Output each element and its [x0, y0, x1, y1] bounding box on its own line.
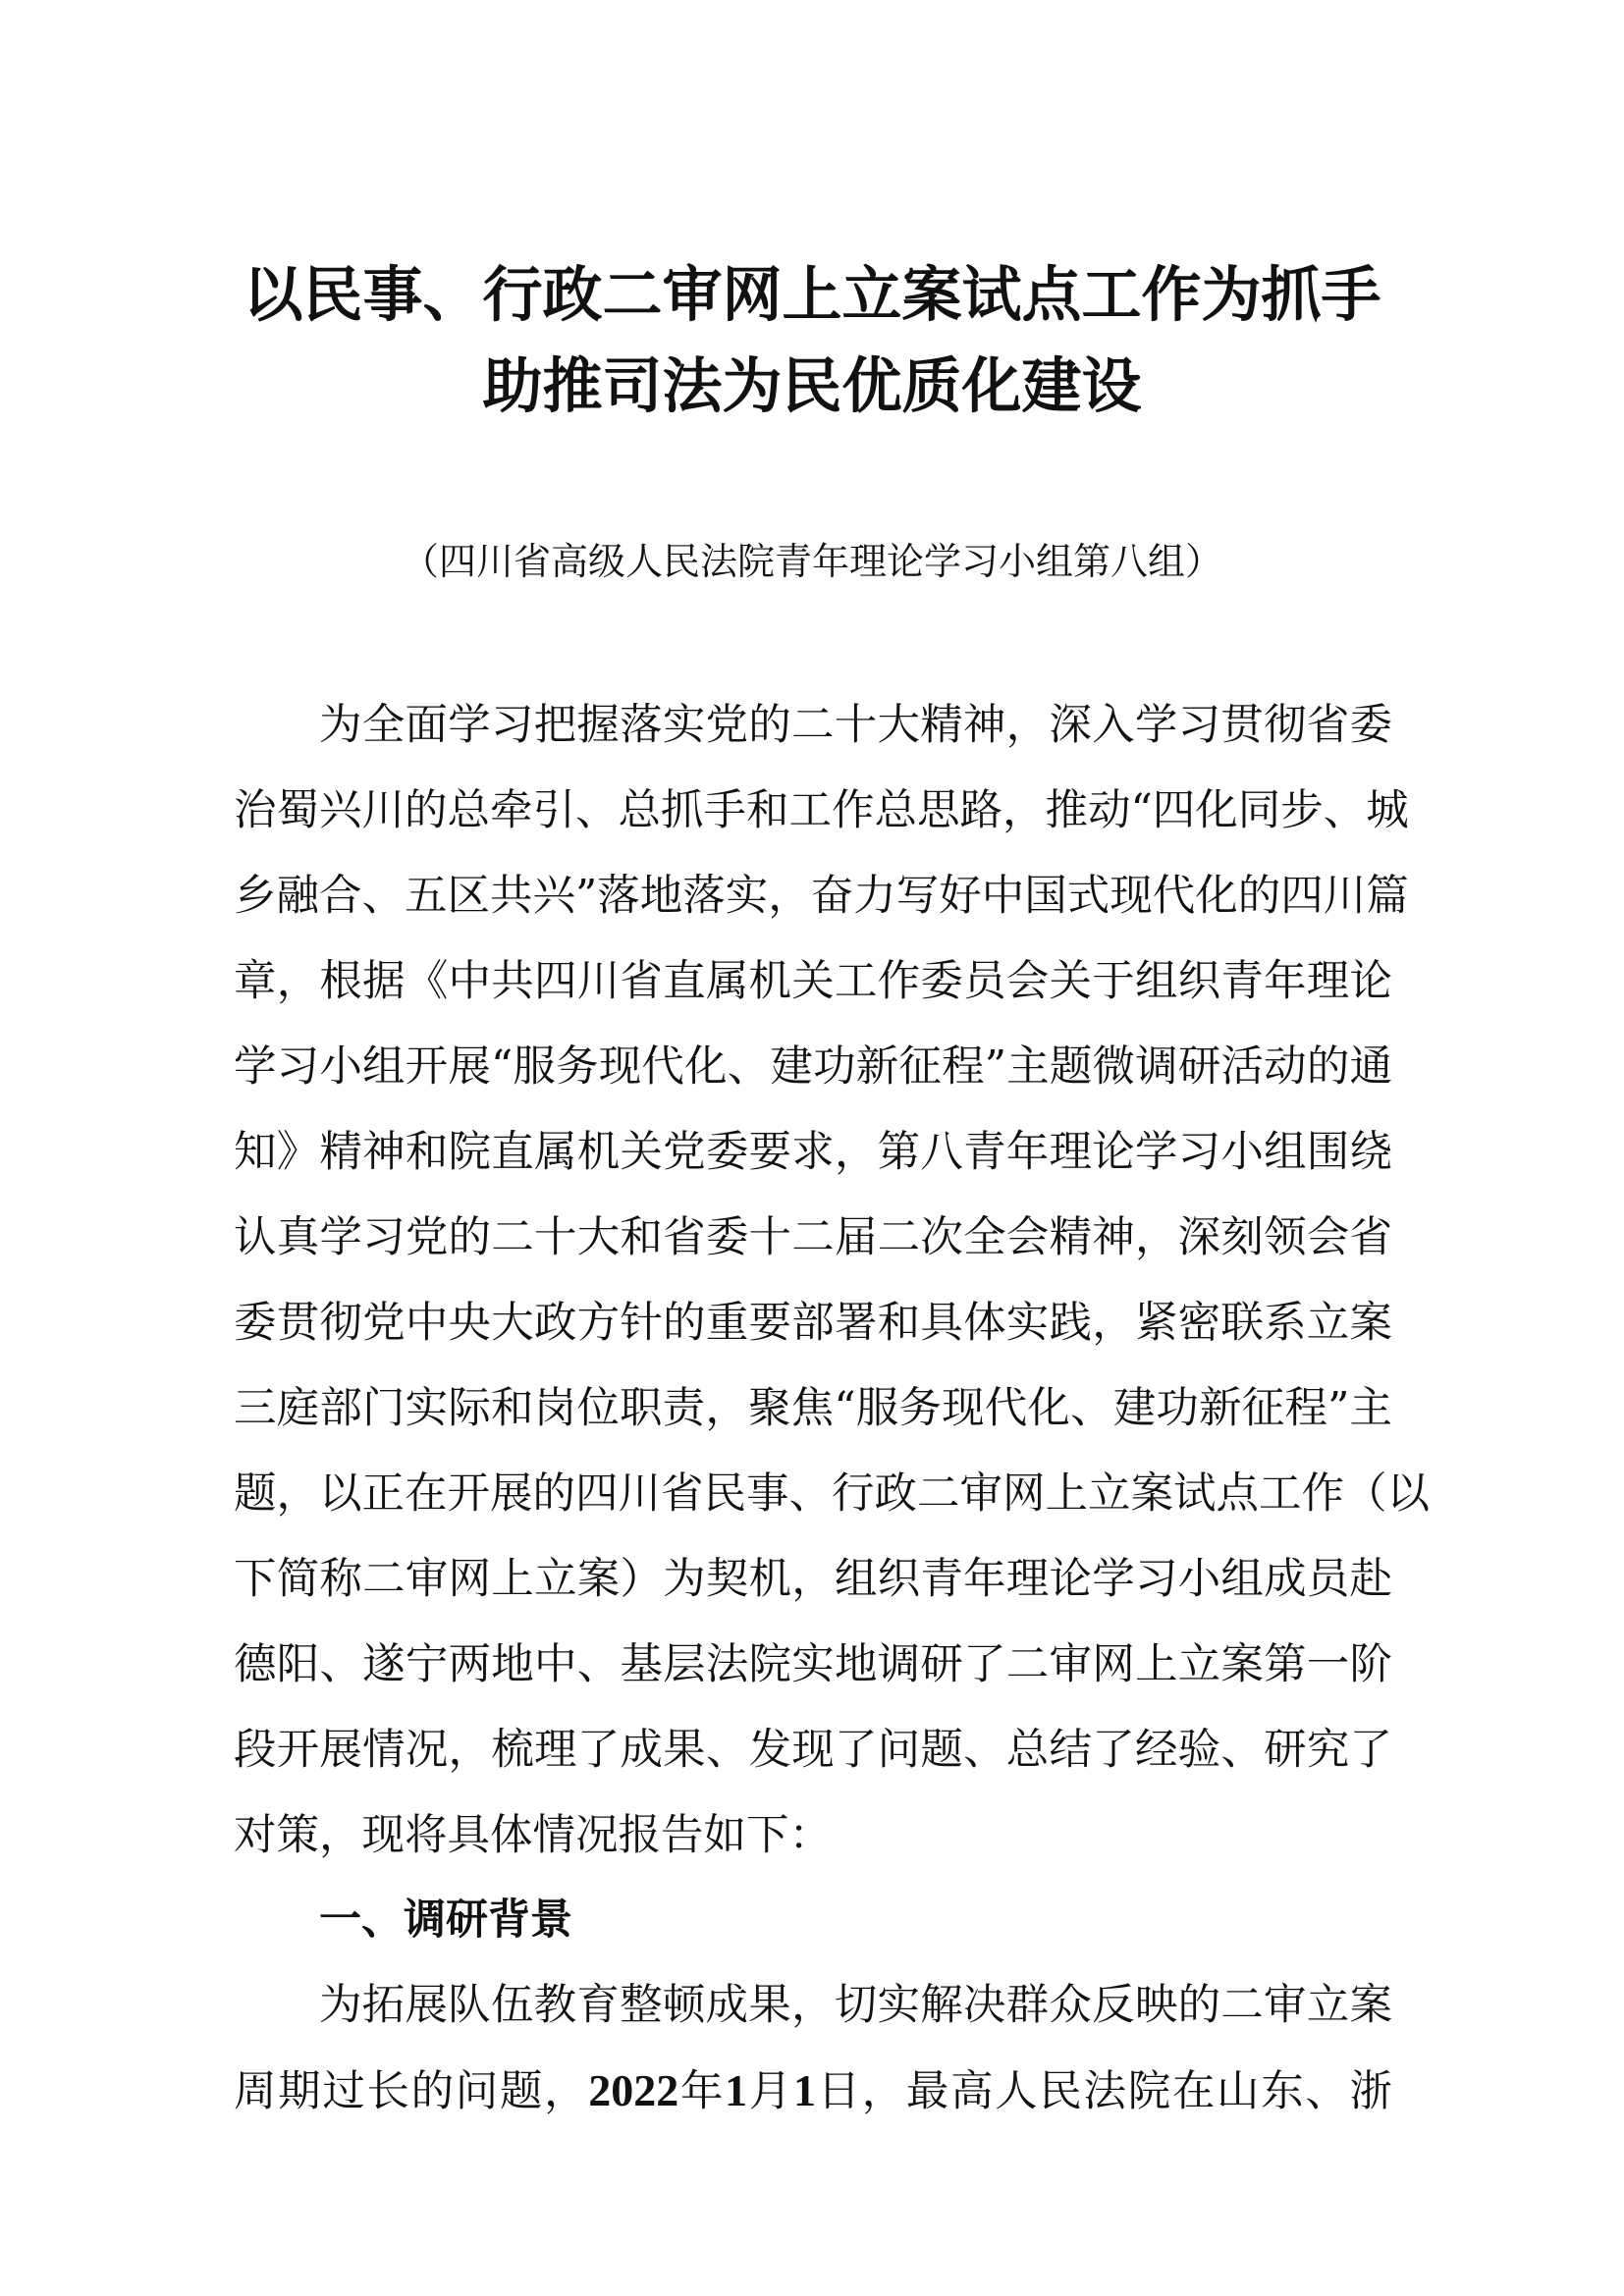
paragraph-line: 认真学习党的二十大和省委十二届二次全会精神，深刻领会省 [234, 1213, 1392, 1262]
document-title-line-2: 助推司法为民优质化建设 [482, 351, 1142, 421]
document-subtitle: （四川省高级人民法院青年理论学习小组第八组） [401, 540, 1222, 583]
paragraph-line: 委贯彻党中央大政方针的重要部署和具体实践，紧密联系立案 [234, 1299, 1392, 1348]
paragraph-line: 下简称二审网上立案）为契机，组织青年理论学习小组成员赴 [234, 1555, 1392, 1604]
text-segment: 日，最高人民法院在山东、浙 [815, 2067, 1393, 2116]
section-heading: 一、调研背景 [319, 1896, 572, 1945]
paragraph-line: 治蜀兴川的总牵引、总抓手和工作总思路，推动“四化同步、城 [234, 786, 1409, 835]
paragraph-line: 对策，现将具体情况报告如下： [234, 1811, 832, 1860]
paragraph-line: 知》精神和院直属机关党委要求，第八青年理论学习小组围绕 [234, 1128, 1392, 1177]
paragraph-line: 德阳、遂宁两地中、基层法院实地调研了二审网上立案第一阶 [234, 1640, 1392, 1689]
paragraph-line: 三庭部门实际和岗位职责，聚焦“服务现代化、建功新征程”主 [234, 1384, 1392, 1433]
paragraph-line: 章，根据《中共四川省直属机关工作委员会关于组织青年理论 [234, 957, 1392, 1006]
date-month: 1 [725, 2065, 748, 2115]
paragraph-line: 学习小组开展“服务现代化、建功新征程”主题微调研活动的通 [234, 1042, 1392, 1092]
text-segment: 年 [678, 2067, 726, 2116]
document-title-line-1: 以民事、行政二审网上立案试点工作为抓手 [243, 260, 1381, 330]
text-segment: 月 [747, 2067, 793, 2116]
paragraph-line: 段开展情况，梳理了成果、发现了问题、总结了经验、研究了 [234, 1726, 1392, 1775]
paragraph-line: 乡融合、五区共兴”落地落实，奋力写好中国式现代化的四川篇 [234, 872, 1409, 921]
paragraph-line: 题，以正在开展的四川省民事、行政二审网上立案试点工作（以 [234, 1469, 1430, 1519]
date-day: 1 [792, 2065, 816, 2115]
paragraph-line: 为拓展队伍教育整顿成果，切实解决群众反映的二审立案 [319, 1981, 1392, 2030]
paragraph-line: 为全面学习把握落实党的二十大精神，深入学习贯彻省委 [319, 701, 1392, 750]
paragraph-line-with-date [234, 2061, 1392, 2121]
date-year: 2022 [588, 2065, 679, 2115]
text-segment: 周期过长的问题， [234, 2067, 589, 2116]
